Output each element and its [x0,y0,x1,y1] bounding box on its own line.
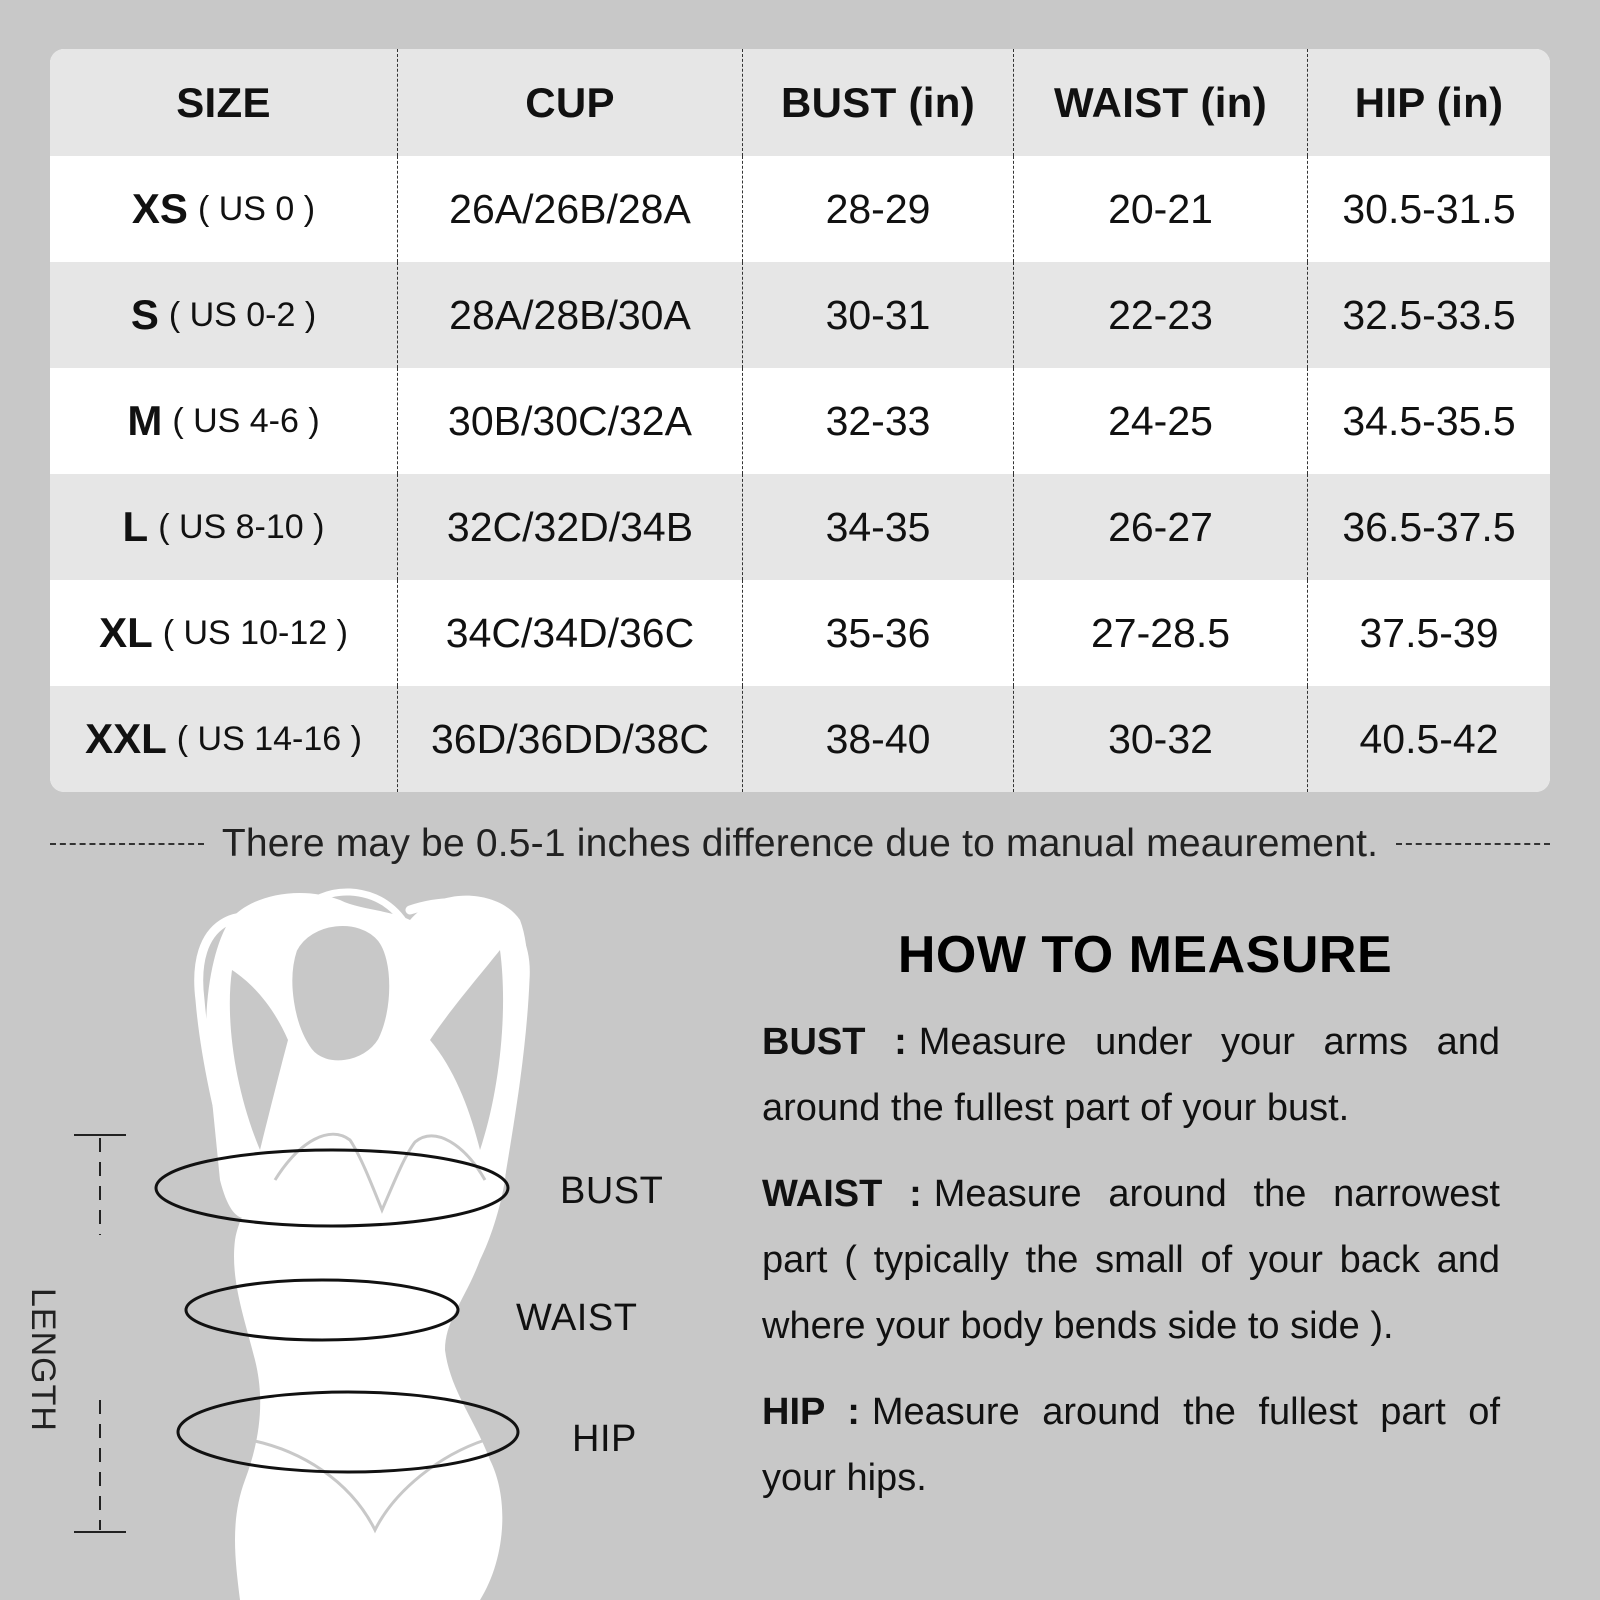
bust-cell: 28-29 [743,156,1014,262]
bust-text: Measure under your arms and around the fullest part of your bust. [762,1021,1500,1129]
waist-cell: 20-21 [1014,156,1308,262]
size-cell [50,262,398,368]
size-letter: L [122,503,149,550]
size-letter: S [130,291,159,338]
hip-cell: 30.5-31.5 [1342,185,1516,232]
hip-text: Measure around the fullest part of your hips. [762,1391,1500,1499]
note-text: There may be 0.5-1 inches difference due to manual meaurement. [221,822,1379,865]
hip-cell: 34.5-35.5 [1342,397,1516,444]
table-row [50,156,1550,262]
body-silhouette-icon [60,880,700,1600]
header-hip: HIP (in) [1354,78,1504,126]
hip-cell: 37.5-39 [1359,609,1499,656]
table-row [50,686,1550,792]
measurement-note [50,818,1550,870]
hip-label: HIP [572,1418,637,1460]
size-letter: XL [99,609,153,656]
size-cell [50,474,398,580]
size-us-equivalent: ( US 0 ) [197,189,316,228]
waist-cell: 26-27 [1014,474,1308,580]
cup-cell: 30B/30C/32A [398,368,743,474]
hip-cell: 32.5-33.5 [1342,291,1516,338]
header-waist: WAIST (in) [1014,49,1308,156]
bust-cell: 30-31 [743,262,1014,368]
waist-term: WAIST : [762,1173,922,1215]
note-divider-right [1396,843,1550,845]
size-us-equivalent: ( US 10-12 ) [162,613,348,652]
length-label: LENGTH [24,1288,62,1432]
table-row [50,474,1550,580]
face-shape [290,924,391,1062]
bust-term: BUST : [762,1021,907,1063]
size-us-equivalent: ( US 4-6 ) [172,401,320,440]
note-divider-left [50,843,204,845]
waist-cell: 27-28.5 [1014,580,1308,686]
hip-cell: 36.5-37.5 [1342,503,1516,550]
how-to-measure-section [762,925,1500,1531]
size-chart-table [50,49,1550,792]
header-bust: BUST (in) [743,49,1014,156]
table-header-row [50,49,1550,156]
how-to-measure-title: HOW TO MEASURE [897,926,1393,984]
size-cell [50,686,398,792]
bust-cell: 38-40 [743,686,1014,792]
waist-cell: 22-23 [1014,262,1308,368]
bust-cell: 32-33 [743,368,1014,474]
size-cell [50,156,398,262]
cup-cell: 28A/28B/30A [398,262,743,368]
waist-label: WAIST [516,1297,638,1339]
size-letter: M [127,397,163,444]
cup-cell: 26A/26B/28A [398,156,743,262]
bust-cell: 35-36 [743,580,1014,686]
waist-text: Measure around the narrowest part ( typically the small of your back and where your body bends side to side ). [762,1173,1500,1347]
hip-term: HIP : [762,1391,860,1433]
cup-cell: 36D/36DD/38C [398,686,743,792]
header-size: SIZE [50,49,398,156]
body-measurement-figure [60,880,700,1600]
waist-instruction [762,1161,1500,1359]
table-row [50,262,1550,368]
bust-instruction [762,1009,1500,1141]
size-letter: XXL [85,715,167,762]
hip-instruction [762,1379,1500,1511]
size-us-equivalent: ( US 8-10 ) [158,507,325,546]
size-us-equivalent: ( US 0-2 ) [168,295,317,334]
waist-cell: 30-32 [1014,686,1308,792]
cup-cell: 34C/34D/36C [398,580,743,686]
header-cup: CUP [398,49,743,156]
waist-cell: 24-25 [1014,368,1308,474]
table-row [50,368,1550,474]
size-cell [50,368,398,474]
size-letter: XS [131,185,188,232]
hip-cell: 40.5-42 [1359,715,1499,762]
table-row [50,580,1550,686]
size-cell [50,580,398,686]
cup-cell: 32C/32D/34B [398,474,743,580]
bust-label: BUST [560,1170,664,1212]
bust-cell: 34-35 [743,474,1014,580]
size-us-equivalent: ( US 14-16 ) [176,719,362,758]
